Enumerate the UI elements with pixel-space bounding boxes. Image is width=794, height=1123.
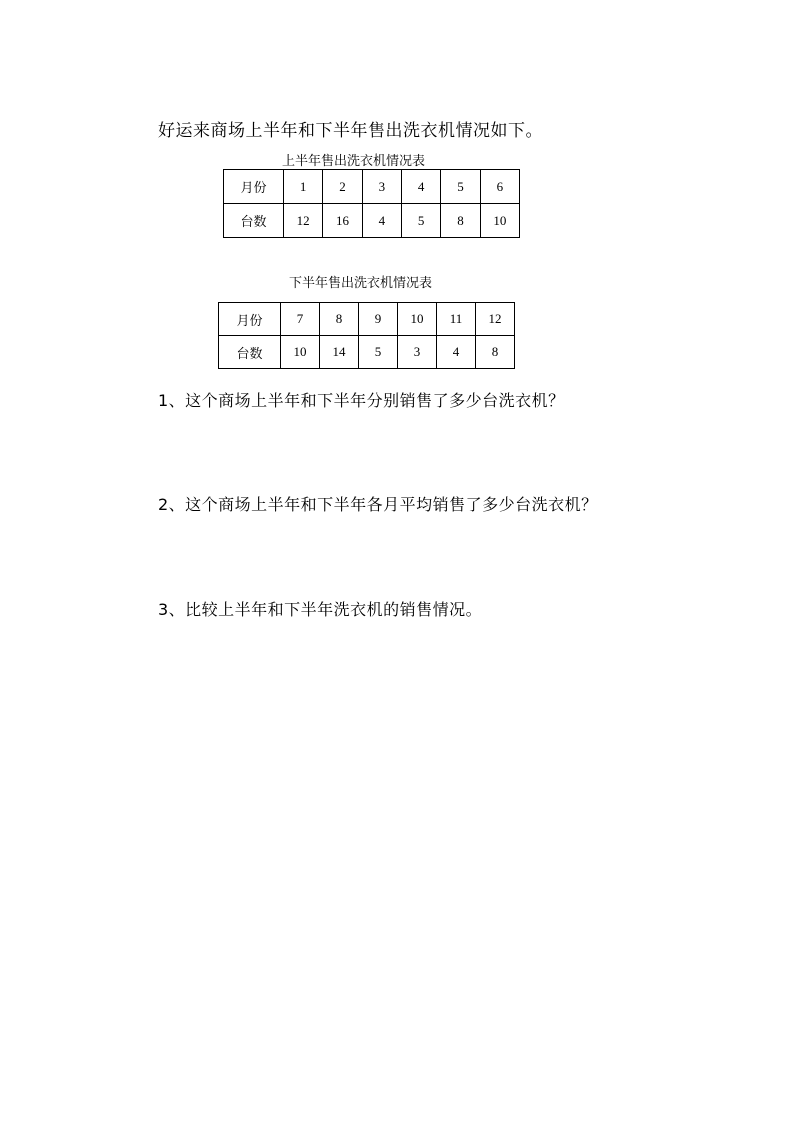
question-1: 1、这个商场上半年和下半年分别销售了多少台洗衣机？ — [158, 391, 565, 410]
table-cell: 1 — [284, 170, 323, 204]
table2-caption: 下半年售出洗衣机情况表 — [289, 276, 433, 291]
question-3: 3、比较上半年和下半年洗衣机的销售情况。 — [158, 600, 483, 619]
table-cell: 8 — [441, 204, 480, 238]
table-cell: 10 — [398, 303, 437, 336]
table-cell: 4 — [437, 336, 476, 369]
table-cell: 16 — [323, 204, 362, 238]
table-cell: 14 — [320, 336, 359, 369]
table-cell: 9 — [359, 303, 398, 336]
table-cell: 台数 — [219, 336, 281, 369]
table-cell: 3 — [398, 336, 437, 369]
table-cell: 3 — [362, 170, 401, 204]
table-cell: 12 — [476, 303, 515, 336]
table-cell: 8 — [320, 303, 359, 336]
table-cell: 11 — [437, 303, 476, 336]
table-cell: 5 — [359, 336, 398, 369]
first-half-sales-table — [223, 169, 520, 238]
second-half-sales-table — [218, 302, 515, 369]
intro-text: 好运来商场上半年和下半年售出洗衣机情况如下。 — [158, 121, 543, 141]
table-row — [219, 336, 515, 369]
table-cell: 4 — [401, 170, 440, 204]
table-cell: 5 — [441, 170, 480, 204]
table-cell: 5 — [401, 204, 440, 238]
table-cell: 12 — [284, 204, 323, 238]
table-cell: 2 — [323, 170, 362, 204]
table-cell: 台数 — [224, 204, 284, 238]
table-cell: 月份 — [224, 170, 284, 204]
table2-clip — [210, 296, 530, 362]
table-cell: 10 — [480, 204, 519, 238]
question-2: 2、这个商场上半年和下半年各月平均销售了多少台洗衣机？ — [158, 495, 598, 514]
table-row — [224, 170, 520, 204]
table-cell: 月份 — [219, 303, 281, 336]
table-cell: 8 — [476, 336, 515, 369]
table-row — [219, 303, 515, 336]
table-row — [224, 204, 520, 238]
table-cell: 10 — [281, 336, 320, 369]
table-cell: 7 — [281, 303, 320, 336]
table-cell: 6 — [480, 170, 519, 204]
table1-caption: 上半年售出洗衣机情况表 — [282, 154, 426, 169]
table-cell: 4 — [362, 204, 401, 238]
